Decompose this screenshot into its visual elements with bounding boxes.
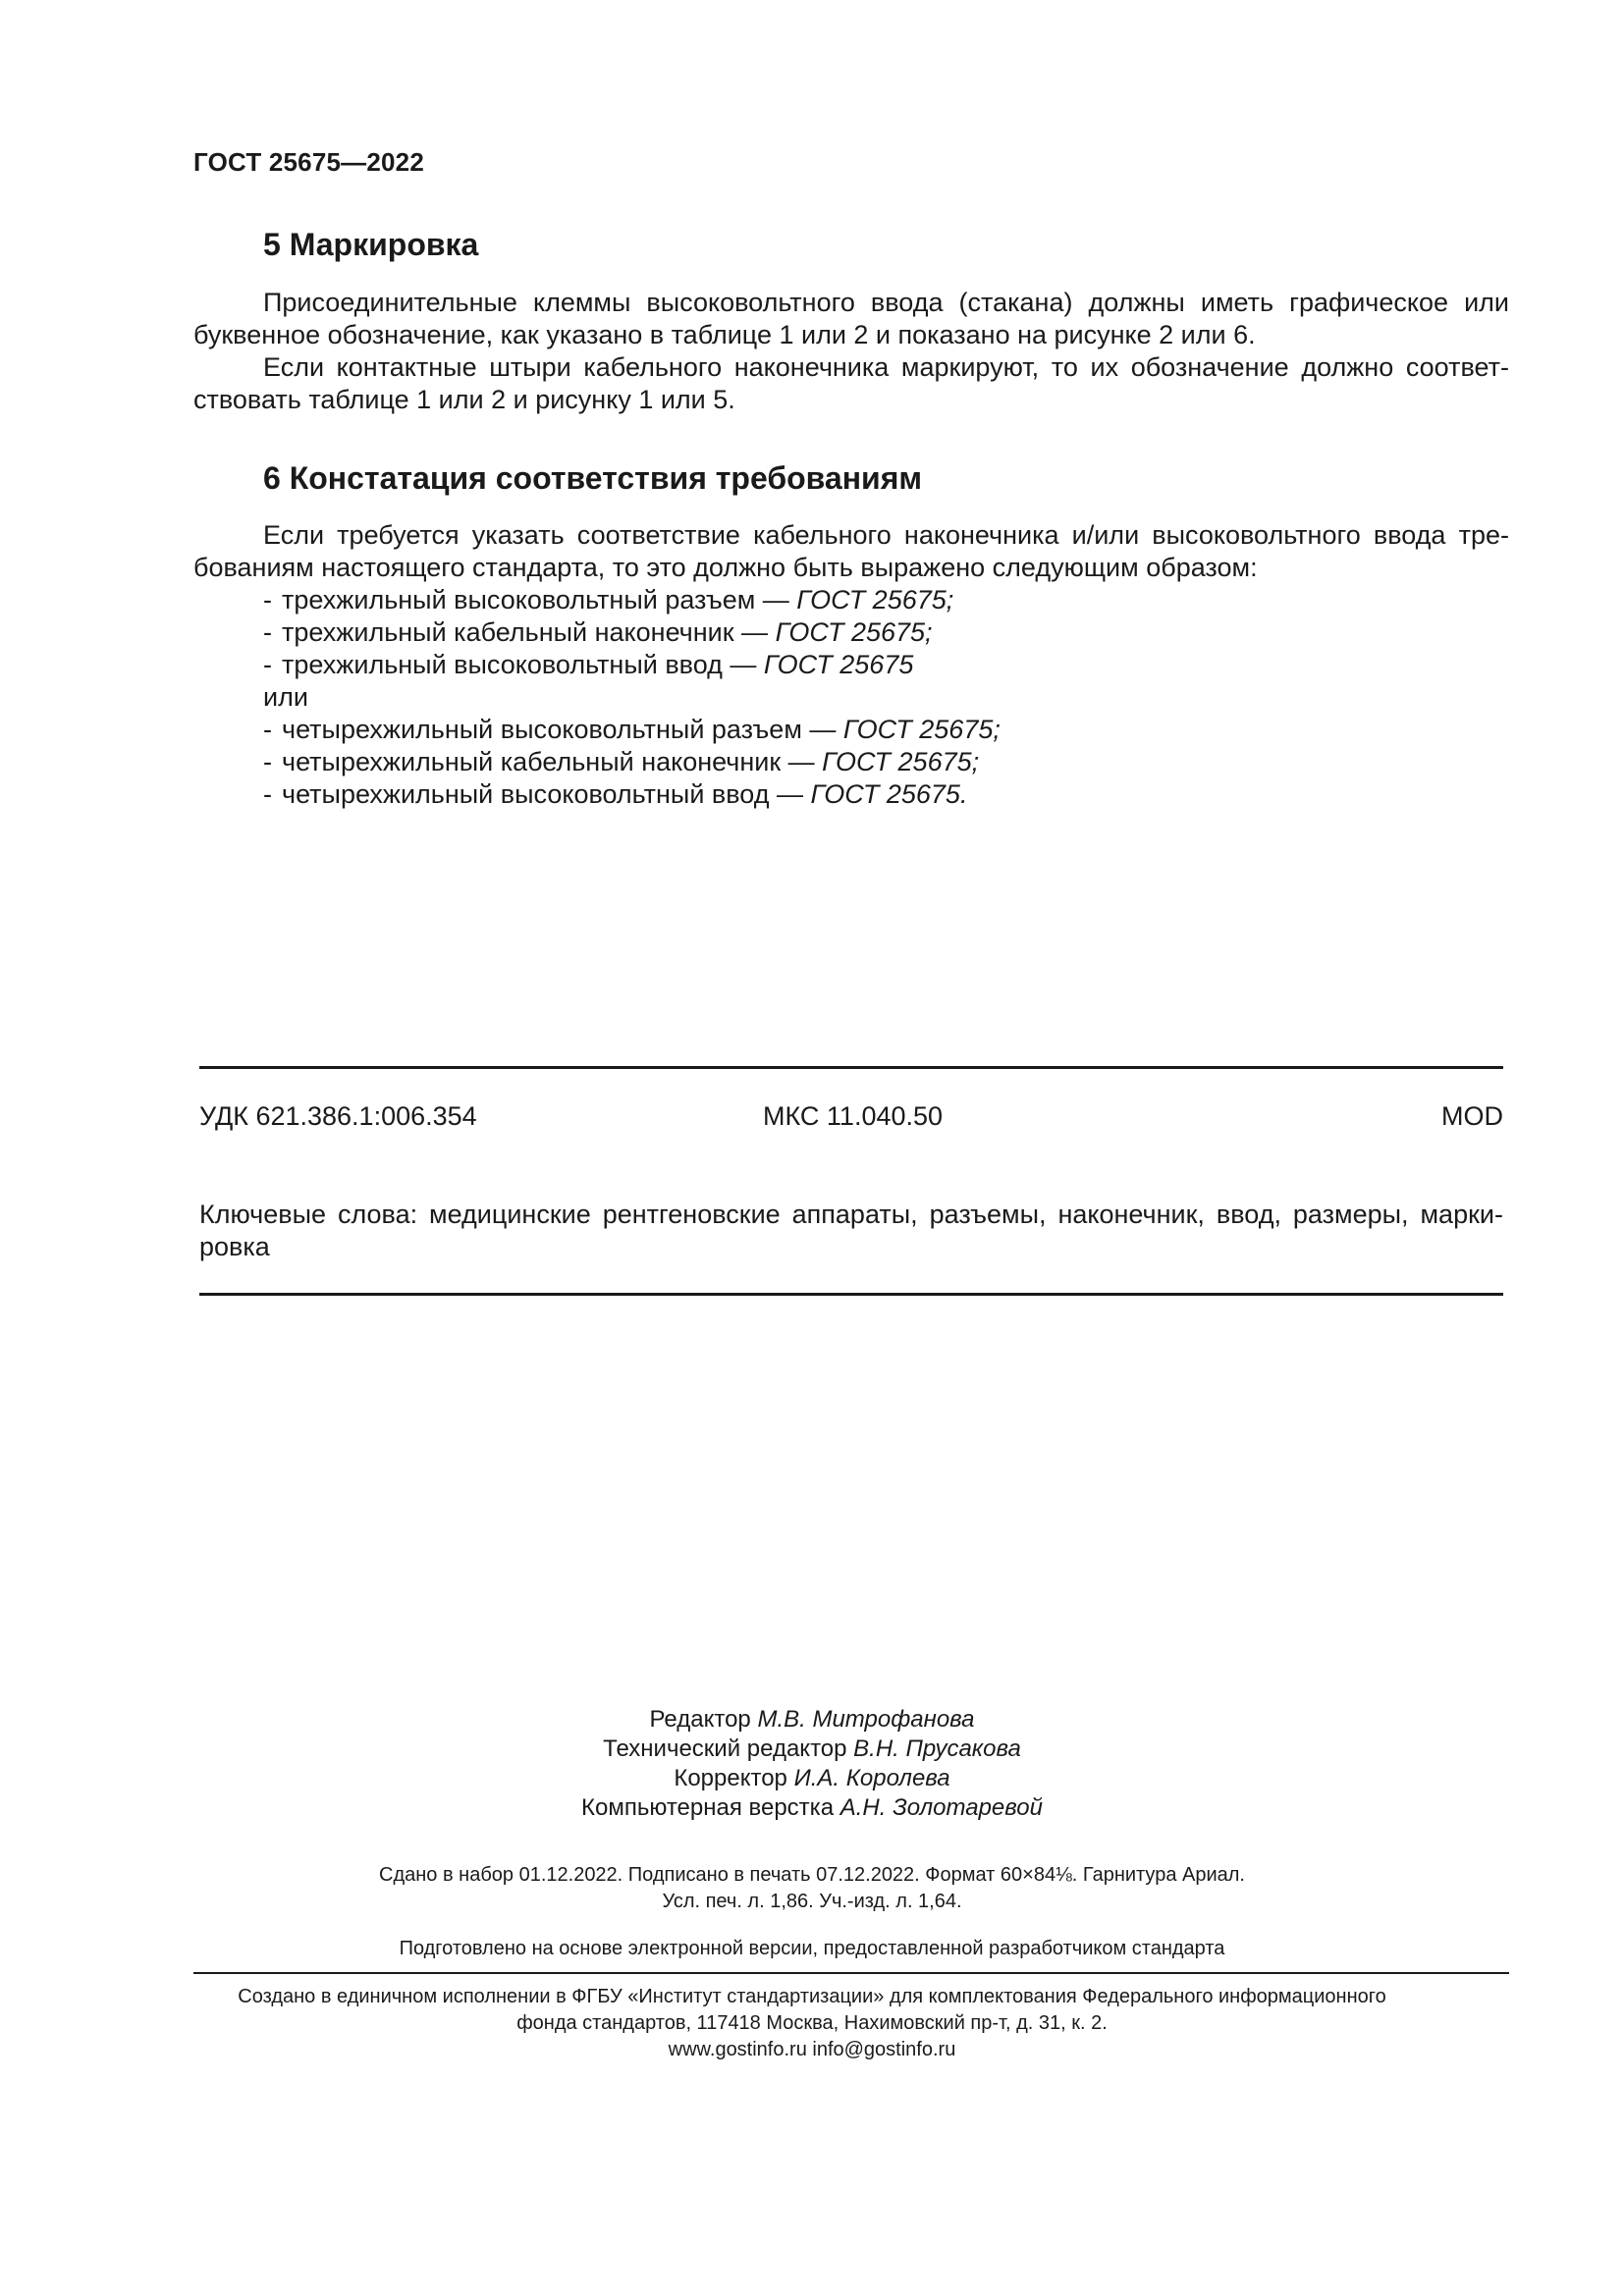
credit-name: А.Н. Золотаревой — [839, 1794, 1043, 1821]
list-item-ref: ГОСТ 25675 — [763, 650, 914, 679]
publication-info — [0, 1862, 1624, 1915]
publication-line-1: Сдано в набор 01.12.2022. Подписано в печать 07.12.2022. Формат 60×84⅛. Гарнитура Ариал. — [379, 1864, 1245, 1886]
prepared-note: Подготовлено на основе электронной версии, предоставленной разработчиком стандарта — [399, 1938, 1225, 1959]
credit-role: Корректор — [674, 1765, 794, 1791]
section-5-body — [193, 287, 1509, 416]
list-item-text: трехжильный высоковольтный ввод — — [282, 650, 764, 679]
credit-name: М.В. Митрофанова — [757, 1706, 975, 1733]
credit-line — [0, 1764, 1624, 1793]
list-item — [263, 714, 1001, 746]
udk-code: УДК 621.386.1:006.354 — [199, 1101, 477, 1131]
section-6-intro: Если требуется указать соответствие кабельного наконечника и/или высоковольтного ввода требованиям настоящего стандарта, то это должно быть выражено следующим образом: — [193, 520, 1509, 582]
credit-role: Компьютерная верстка — [581, 1794, 840, 1821]
editorial-credits — [0, 1705, 1624, 1823]
section-5-paragraph-2: Если контактные штыри кабельного наконечника маркируют, то их обозначение должно соответствовать таблице 1 или 2 и рисунку 1 или 5. — [193, 352, 1509, 414]
publisher-footer — [0, 1984, 1624, 2063]
list-item-text: трехжильный высоковольтный разъем — — [282, 585, 797, 614]
list-item — [263, 616, 1001, 649]
list-item-text: четырехжильный высоковольтный ввод — — [282, 779, 811, 809]
credit-name: И.А. Королева — [793, 1765, 950, 1791]
footer-divider — [193, 1972, 1509, 1974]
credit-line — [0, 1735, 1624, 1764]
list-item — [263, 649, 1001, 681]
list-dash: - — [263, 779, 272, 809]
divider-top — [199, 1066, 1503, 1069]
list-item — [263, 746, 1001, 778]
mks-code: МКС 11.040.50 — [763, 1101, 944, 1131]
list-dash: - — [263, 747, 272, 776]
document-standard-id: ГОСТ 25675—2022 — [193, 147, 424, 177]
list-dash: - — [263, 715, 272, 744]
list-item-text: четырехжильный кабельный наконечник — — [282, 747, 823, 776]
footer-line-1: Создано в единичном исполнении в ФГБУ «Институт стандартизации» для комплектования Федерального информационного — [238, 1986, 1386, 2007]
list-item-ref: ГОСТ 25675; — [842, 715, 1001, 744]
footer-contacts: www.gostinfo.ru info@gostinfo.ru — [668, 2039, 956, 2060]
mod-label: MOD — [1441, 1101, 1503, 1131]
list-item — [263, 584, 1001, 616]
keywords-text: Ключевые слова: медицинские рентгеновские аппараты, разъемы, наконечник, ввод, размеры, маркировка — [199, 1200, 1503, 1261]
list-item-ref: ГОСТ 25675. — [810, 779, 968, 809]
publication-line-2: Усл. печ. л. 1,86. Уч.-изд. л. 1,64. — [662, 1891, 962, 1912]
list-dash: - — [263, 585, 272, 614]
section-5-heading: 5 Маркировка — [263, 227, 479, 262]
conformity-statement-list — [263, 584, 1001, 811]
section-6-body — [193, 519, 1509, 584]
list-item-ref: ГОСТ 25675; — [796, 585, 954, 614]
credit-name: В.Н. Прусакова — [853, 1735, 1021, 1762]
credit-role: Редактор — [649, 1706, 758, 1733]
list-item-ref: ГОСТ 25675; — [775, 617, 933, 647]
credit-line — [0, 1793, 1624, 1823]
list-dash: - — [263, 650, 272, 679]
footer-line-2: фонда стандартов, 117418 Москва, Нахимовский пр-т, д. 31, к. 2. — [516, 2012, 1108, 2034]
list-item — [263, 778, 1001, 811]
list-item-text: четырехжильный высоковольтный разъем — — [282, 715, 843, 744]
divider-bottom — [199, 1293, 1503, 1296]
section-5-paragraph-1: Присоединительные клеммы высоковольтного ввода (стакана) должны иметь графическое или буквенное обозначение, как указано в таблице 1 или 2 и показано на рисунке 2 или 6. — [193, 288, 1509, 349]
list-item-text: трехжильный кабельный наконечник — — [282, 617, 776, 647]
credit-line — [0, 1705, 1624, 1735]
credit-role: Технический редактор — [603, 1735, 854, 1762]
list-item-ref: ГОСТ 25675; — [822, 747, 980, 776]
list-dash: - — [263, 617, 272, 647]
section-6-heading: 6 Констатация соответствия требованиям — [263, 460, 923, 496]
or-separator: или — [263, 682, 308, 712]
